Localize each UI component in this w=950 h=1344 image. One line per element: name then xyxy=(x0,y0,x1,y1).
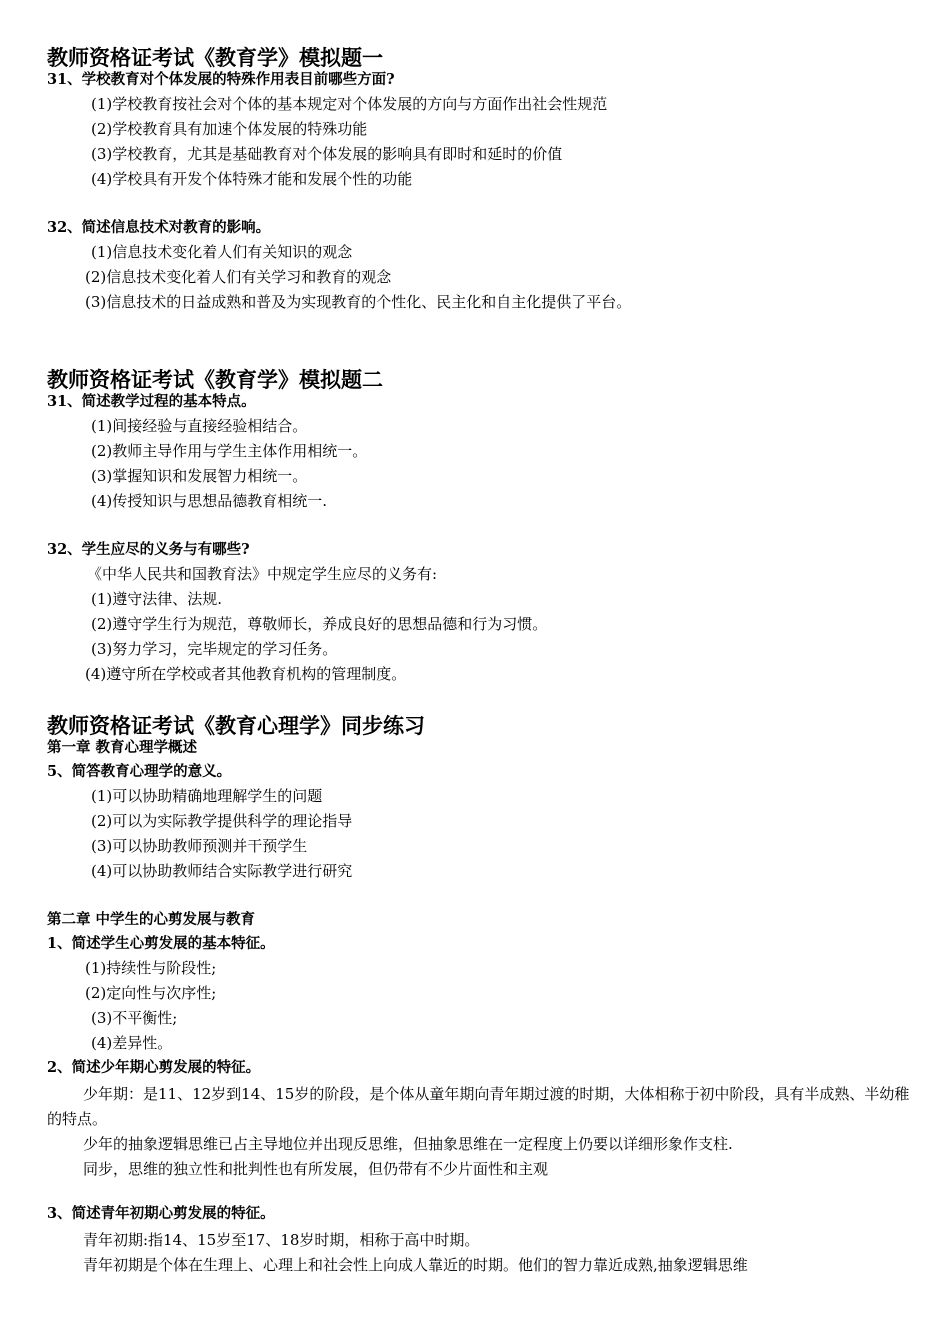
question-heading: 31、学校教育对个体发展的特殊作用表目前哪些方面? xyxy=(47,71,395,88)
answer-intro: 《中华人民共和国教育法》中规定学生应尽的义务有: xyxy=(87,565,438,583)
question-heading: 31、简述教学过程的基本特点。 xyxy=(47,393,256,410)
answer-item: (2)教师主导作用与学生主体作用相统一。 xyxy=(91,442,368,460)
chapter-heading: 第一章 教育心理学概述 xyxy=(47,739,198,756)
question-heading: 1、简述学生心剪发展的基本特征。 xyxy=(47,935,275,952)
question-heading: 5、简答教育心理学的意义。 xyxy=(47,763,232,780)
answer-item: (1)可以协助精确地理解学生的问题 xyxy=(91,787,323,805)
answer-paragraph: 少年期：是11、12岁到14、15岁的阶段，是个体从童年期向青年期过渡的时期，大体相称于初中阶段，具有半成熟、半幼稚的特点。 xyxy=(47,1085,910,1128)
answer-item: (4)传授知识与思想品德教育相统一. xyxy=(91,492,328,510)
answer-paragraph: 青年初期是个体在生理上、心理上和社会性上向成人靠近的时期。他们的智力靠近成熟,抽象逻辑思维 xyxy=(83,1256,748,1274)
section-title: 教师资格证考试《教育学》模拟题一 xyxy=(47,45,383,70)
answer-item: (2)学校教育具有加速个体发展的特殊功能 xyxy=(91,120,368,138)
answer-item: (3)可以协助教师预测并干预学生 xyxy=(91,837,308,855)
answer-item: (4)遵守所在学校或者其他教育机构的管理制度。 xyxy=(85,665,407,683)
answer-item: (2)定向性与次序性; xyxy=(85,984,217,1002)
answer-item: (1)间接经验与直接经验相结合。 xyxy=(91,417,308,435)
question-heading: 32、学生应尽的义务与有哪些? xyxy=(47,541,250,558)
answer-item: (1)持续性与阶段性; xyxy=(85,959,217,977)
answer-item: (3)掌握知识和发展智力相统一。 xyxy=(91,467,308,485)
answer-item: (4)差异性。 xyxy=(91,1034,173,1052)
answer-item: (2)遵守学生行为规范，尊敬师长，养成良好的思想品德和行为习惯。 xyxy=(91,615,548,633)
section-title: 教师资格证考试《教育心理学》同步练习 xyxy=(47,713,425,738)
question-heading: 3、简述青年初期心剪发展的特征。 xyxy=(47,1205,275,1222)
answer-paragraph: 青年初期:指14、15岁至17、18岁时期，相称于高中时期。 xyxy=(83,1231,480,1249)
answer-item: (4)可以协助教师结合实际教学进行研究 xyxy=(91,862,353,880)
section-title: 教师资格证考试《教育学》模拟题二 xyxy=(47,367,383,392)
answer-paragraph: 同步，思维的独立性和批判性也有所发展，但仍带有不少片面性和主观 xyxy=(83,1160,549,1178)
answer-item: (1)遵守法律、法规. xyxy=(91,590,223,608)
answer-paragraph: 少年的抽象逻辑思维已占主导地位并出现反思维，但抽象思维在一定程度上仍要以详细形象作支柱. xyxy=(83,1135,733,1153)
answer-item: (4)学校具有开发个体特殊才能和发展个性的功能 xyxy=(91,170,413,188)
answer-item: (3)学校教育，尤其是基础教育对个体发展的影响具有即时和延时的价值 xyxy=(91,145,563,163)
answer-item: (3)努力学习，完毕规定的学习任务。 xyxy=(91,640,338,658)
answer-item: (2)可以为实际教学提供科学的理论指导 xyxy=(91,812,353,830)
answer-item: (1)学校教育按社会对个体的基本规定对个体发展的方向与方面作出社会性规范 xyxy=(91,95,608,113)
document-page xyxy=(47,46,917,1278)
answer-item: (3)不平衡性; xyxy=(91,1009,178,1027)
answer-item: (3)信息技术的日益成熟和普及为实现教育的个性化、民主化和自主化提供了平台。 xyxy=(85,293,632,311)
chapter-heading: 第二章 中学生的心剪发展与教育 xyxy=(47,911,256,928)
answer-item: (2)信息技术变化着人们有关学习和教育的观念 xyxy=(85,268,392,286)
answer-item: (1)信息技术变化着人们有关知识的观念 xyxy=(91,243,353,261)
question-heading: 32、简述信息技术对教育的影响。 xyxy=(47,219,271,236)
question-heading: 2、简述少年期心剪发展的特征。 xyxy=(47,1059,261,1076)
